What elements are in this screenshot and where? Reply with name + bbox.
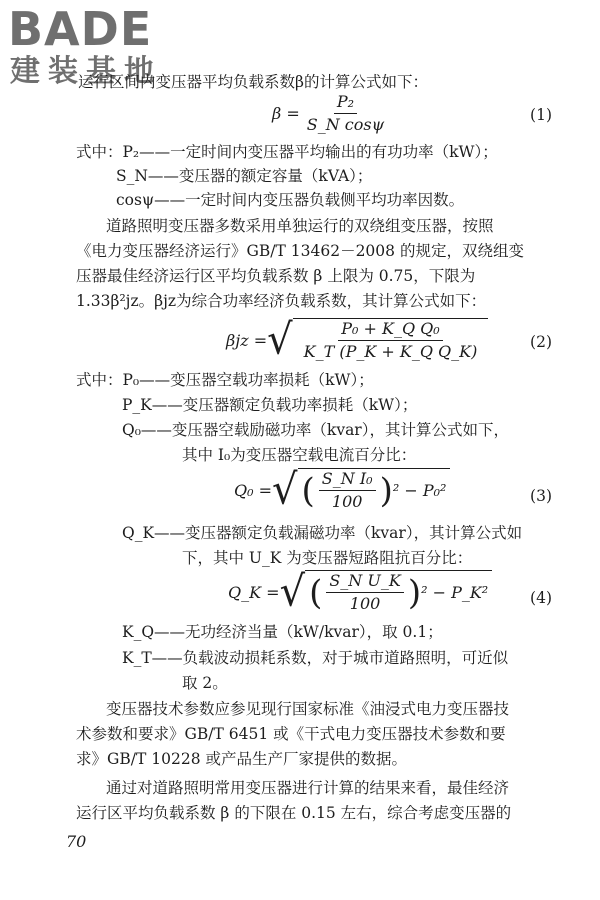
radical-sign: √ (272, 465, 298, 515)
text-line: 下，其中 U_K 为变压器短路阻抗百分比： (182, 549, 473, 567)
equation-number: (4) (530, 589, 552, 607)
text-line: cosψ——一定时间内变压器负载侧平均功率因数。 (116, 191, 465, 209)
text-line: 变压器技术参数应参见现行国家标准《油浸式电力变压器技 (106, 700, 510, 718)
formula-lhs: βjz = (226, 330, 268, 350)
radical-body: ( $\frac{\text{S\_N I₀}}{100}$ ) ² − P₀² (298, 468, 451, 512)
numerator: P₂ (334, 92, 357, 114)
text-line: 压器最佳经济运行区平均负载系数 β 上限为 0.75，下限为 (76, 267, 476, 285)
fraction (304, 92, 387, 135)
text-line: 术参数和要求》GB/T 6451 或《干式电力变压器技术参数和要 (76, 725, 506, 743)
fraction (326, 571, 403, 614)
text-line: K_T——负载波动损耗系数，对于城市道路照明，可近似 (122, 649, 509, 667)
text-line: 求》GB/T 10228 或产品生产厂家提供的数据。 (76, 750, 407, 768)
formula-lhs: Q₀ = (234, 480, 273, 500)
fraction (319, 469, 376, 512)
numerator: S_N I₀ (319, 469, 376, 491)
numerator: P₀ + K_Q Q₀ (338, 319, 442, 341)
formula-1 (272, 92, 391, 135)
formula-4 (228, 567, 492, 617)
radical-body: ( $\frac{\text{S\_N U\_K}}{100}$ ) ² − P_K² (305, 570, 492, 614)
text-line: 《电力变压器经济运行》GB/T 13462－2008 的规定，双绕组变 (76, 242, 524, 260)
text-line: 运行区平均负载系数 β 的下限在 0.15 左右，综合考虑变压器的 (76, 804, 512, 822)
text-line: 式中：P₂——一定时间内变压器平均输出的有功功率（kW）； (76, 143, 498, 161)
formula-tail: ² − P_K² (421, 583, 489, 602)
equation-number: (3) (530, 487, 552, 505)
logo-text-en: BADE (8, 2, 153, 56)
logo-text-cn: 建装基地 (10, 54, 162, 89)
square-root (272, 465, 450, 515)
text-line: Q₀——变压器空载励磁功率（kvar），其计算公式如下， (122, 421, 509, 439)
square-root (279, 567, 493, 617)
text-line: 1.33β²jz。βjz为综合功率经济负载系数，其计算公式如下： (76, 292, 487, 310)
square-root (267, 315, 488, 365)
text-line: Q_K——变压器额定负载漏磁功率（kvar），其计算公式如 (122, 524, 523, 542)
page-number: 70 (66, 832, 87, 851)
numerator: S_N U_K (326, 571, 403, 593)
fraction (301, 319, 481, 362)
equation-number: (1) (530, 106, 552, 124)
denominator: S_N cosψ (306, 115, 385, 134)
formula-3 (234, 465, 450, 515)
radical-sign: √ (267, 315, 293, 365)
denominator: K_T (P_K + K_Q Q_K) (303, 342, 478, 361)
text-line: K_Q——无功经济当量（kW/kvar），取 0.1； (122, 623, 443, 641)
text-line: 式中：P₀——变压器空载功率损耗（kW）； (76, 371, 374, 389)
radical-body (293, 318, 489, 362)
formula-lhs: β = (272, 104, 300, 123)
text-line: 运行区间内变压器平均负载系数β的计算公式如下： (78, 73, 428, 91)
denominator: 100 (349, 594, 381, 613)
denominator: 100 (331, 492, 363, 511)
formula-lhs: Q_K = (228, 582, 280, 602)
formula-2 (226, 315, 488, 365)
text-line: S_N——变压器的额定容量（kVA）； (116, 167, 373, 185)
equation-number: (2) (530, 333, 552, 351)
text-line: 其中 I₀为变压器空载电流百分比： (182, 446, 417, 464)
radical-sign: √ (279, 567, 306, 617)
text-line: 通过对道路照明常用变压器进行计算的结果来看，最佳经济 (106, 779, 510, 797)
formula-tail: ² − P₀² (392, 481, 447, 500)
text-line: P_K——变压器额定负载功率损耗（kW）； (122, 396, 418, 414)
text-line: 道路照明变压器多数采用单独运行的双绕组变压器，按照 (106, 217, 494, 235)
text-line: 取 2。 (182, 674, 228, 692)
